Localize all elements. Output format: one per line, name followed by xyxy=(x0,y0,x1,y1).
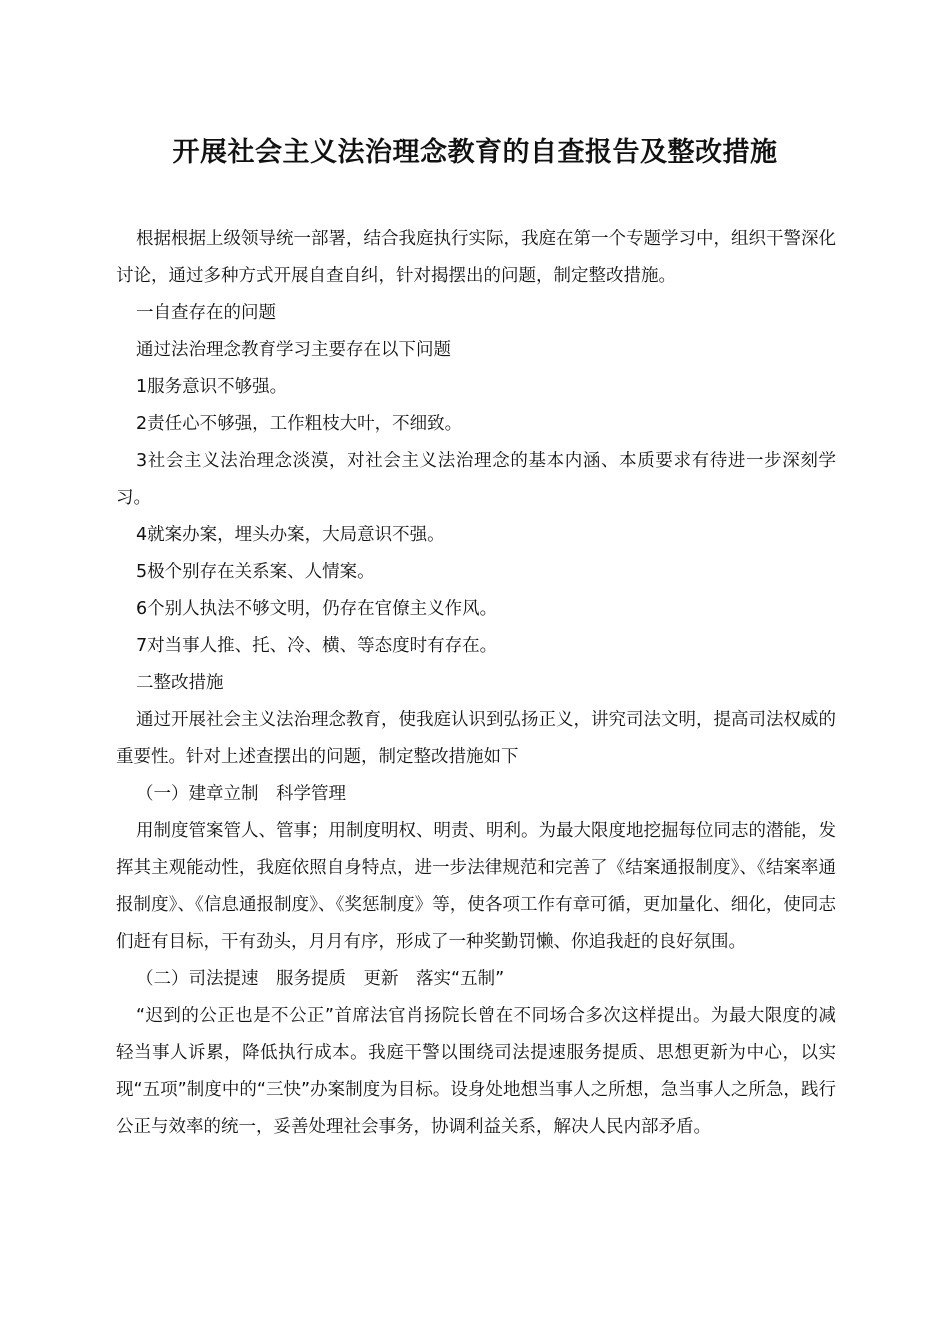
document-body xyxy=(116,221,836,1146)
document-title: 开展社会主义法治理念教育的自查报告及整改措施 xyxy=(172,137,778,168)
measures-intro: 通过开展社会主义法治理念教育，使我庭认识到弘扬正义，讲究司法文明，提高司法权威的重要性。针对上述查摆出的问题，制定整改措施如下 xyxy=(116,710,836,767)
subheading-2: （二）司法提速 服务提质 更新 落实“五制” xyxy=(136,969,505,989)
problems-intro: 通过法治理念教育学习主要存在以下问题 xyxy=(136,340,451,360)
subheading-1: （一）建章立制 科学管理 xyxy=(136,784,346,804)
measure-paragraph-2: “迟到的公正也是不公正”首席法官肖扬院长曾在不同场合多次这样提出。为最大限度的减轻当事人诉累，降低执行成本。我庭干警以围绕司法提速服务提质、思想更新为中心，以实现“五项”制度中的“三快”办案制度为目标。设身处地想当事人之所想，急当事人之所急，践行公正与效率的统一，妥善处理社会事务，协调利益关系，解决人民内部矛盾。 xyxy=(116,1006,836,1137)
problem-item-4: 4就案办案，埋头办案，大局意识不强。 xyxy=(136,525,445,545)
section-heading-measures: 二整改措施 xyxy=(136,673,224,693)
problem-item-1: 1服务意识不够强。 xyxy=(136,377,288,397)
problem-item-5: 5极个别存在关系案、人情案。 xyxy=(136,562,375,582)
problem-item-6: 6个别人执法不够文明，仍存在官僚主义作风。 xyxy=(136,599,498,619)
problem-item-7: 7对当事人推、托、冷、横、等态度时有存在。 xyxy=(136,636,498,656)
measure-paragraph-1: 用制度管案管人、管事；用制度明权、明责、明利。为最大限度地挖掘每位同志的潜能，发挥其主观能动性，我庭依照自身特点，进一步法律规范和完善了《结案通报制度》、《结案率通报制度》、《信息通报制度》、《奖惩制度》等，使各项工作有章可循，更加量化、细化，使同志们赶有目标，干有劲头，月月有序，形成了一种奖勤罚懒、你追我赶的良好氛围。 xyxy=(116,821,836,952)
intro-paragraph: 根据根据上级领导统一部署，结合我庭执行实际，我庭在第一个专题学习中，组织干警深化讨论，通过多种方式开展自查自纠，针对揭摆出的问题，制定整改措施。 xyxy=(116,229,836,286)
section-heading-problems: 一自查存在的问题 xyxy=(136,303,276,323)
problem-item-2: 2责任心不够强，工作粗枝大叶，不细致。 xyxy=(136,414,463,434)
problem-item-3: 3社会主义法治理念淡漠，对社会主义法治理念的基本内涵、本质要求有待进一步深刻学习。 xyxy=(116,451,836,508)
